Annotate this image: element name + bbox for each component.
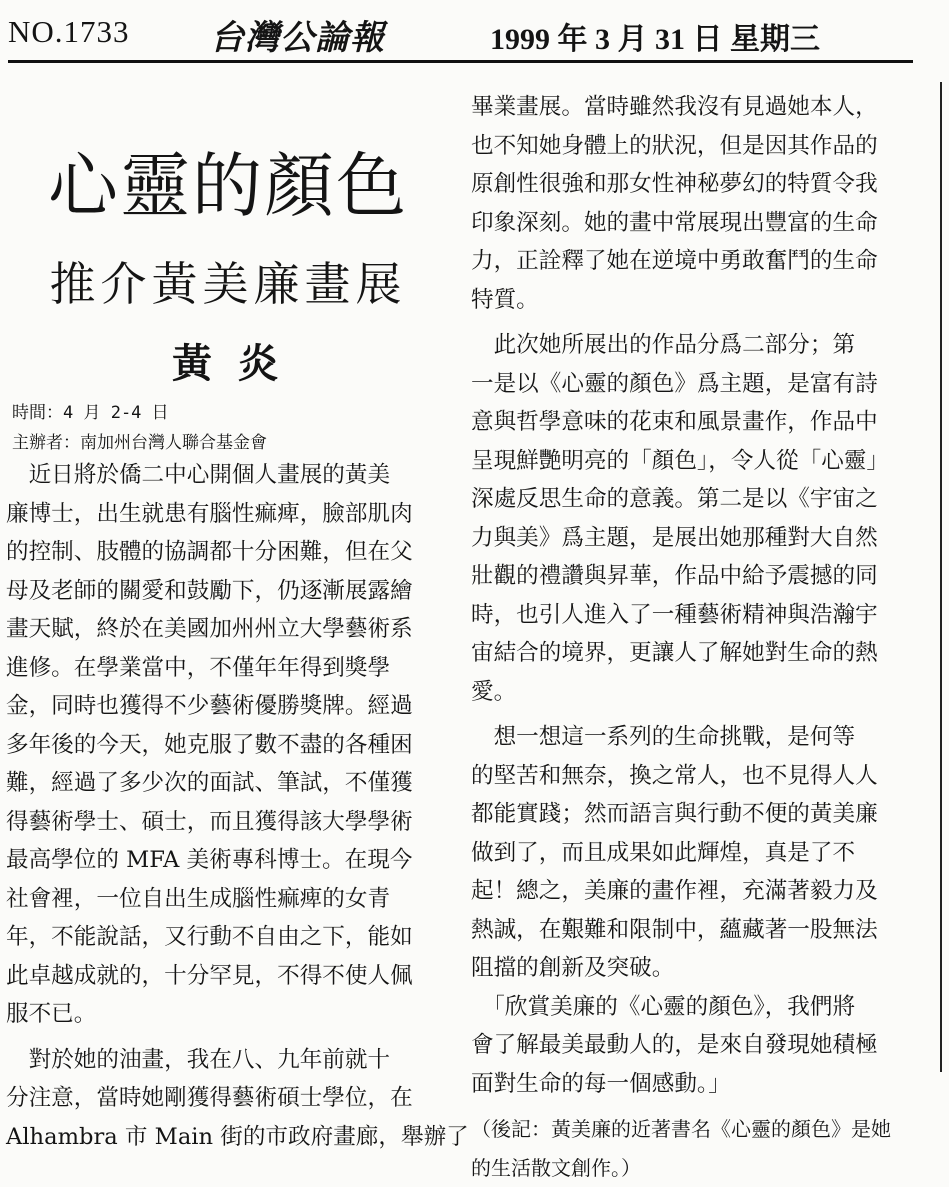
text-line: 的堅苦和無奈，換之常人，也不見得人人 [471,757,921,796]
text-line: 都能實踐；然而語言與行動不便的黃美廉 [471,795,921,834]
publication-date: 1999 年 3 月 31 日 星期三 [490,14,820,58]
text-line: Alhambra 市 Main 街的市政府畫廊，舉辦了 [6,1118,451,1157]
text-line: 母及老師的關愛和鼓勵下，仍逐漸展露繪 [6,572,451,611]
text-line: 「欣賞美廉的《心靈的顏色》，我們將 [471,988,921,1027]
text-line: 此卓越成就的，十分罕見，不得不使人佩 [6,957,451,996]
masthead [0,0,949,70]
text-line: 最高學位的 MFA 美術專科博士。在現今 [6,841,451,880]
left-column [6,456,451,1156]
text-line: 呈現鮮艷明亮的「顏色」，令人從「心靈」 [471,442,921,481]
text-line: 特質。 [471,281,921,320]
text-line: 力與美》爲主題，是展出她那種對大自然 [471,519,921,558]
article-title: 心靈的顏色 [18,130,438,231]
text-line: 服不已。 [6,995,451,1034]
text-line: 意與哲學意味的花束和風景畫作，作品中 [471,403,921,442]
article-subtitle: 推介黃美廉畫展 [18,248,438,314]
text-line: 壯觀的禮讚與昇華，作品中給予震撼的同 [471,557,921,596]
text-line: 畫天賦，終於在美國加州州立大學藝術系 [6,610,451,649]
text-line: 印象深刻。她的畫中常展現出豐富的生命 [471,204,921,243]
text-line: 得藝術學士、碩士，而且獲得該大學學術 [6,803,451,842]
text-line: 力，正詮釋了她在逆境中勇敢奮鬥的生命 [471,242,921,281]
masthead-rule [8,60,913,63]
text-line: 會了解最美最動人的，是來自發現她積極 [471,1026,921,1065]
text-line: 深處反思生命的意義。第二是以《宇宙之 [471,480,921,519]
event-organizer: 主辦者：南加州台灣人聯合基金會 [12,428,452,458]
text-line: 阻擋的創新及突破。 [471,949,921,988]
text-line: 宙結合的境界，更讓人了解她對生命的熱 [471,634,921,673]
event-time: 時間：4 月 2-4 日 [12,398,452,428]
text-line: 畢業畫展。當時雖然我沒有見過她本人， [471,88,921,127]
text-line: 的控制、肢體的協調都十分困難，但在父 [6,533,451,572]
text-line: 想一想這一系列的生命挑戰，是何等 [471,718,921,757]
text-line: 廉博士，出生就患有腦性痲痺，臉部肌肉 [6,495,451,534]
text-line: 年，不能說話，又行動不自由之下，能如 [6,918,451,957]
text-line: 進修。在學業當中，不僅年年得到獎學 [6,649,451,688]
event-info [12,398,452,458]
text-line: 分注意，當時她剛獲得藝術碩士學位，在 [6,1079,451,1118]
text-line: 金，同時也獲得不少藝術優勝獎牌。經過 [6,687,451,726]
newspaper-name: 台灣公論報 [210,10,385,59]
text-line: 熱誠，在艱難和限制中，蘊藏著一股無法 [471,911,921,950]
text-line: 原創性很強和那女性神秘夢幻的特質令我 [471,165,921,204]
postscript-line: （後記：黃美廉的近著書名《心靈的顏色》是她 [471,1110,921,1149]
text-line: 一是以《心靈的顏色》爲主題，是富有詩 [471,365,921,404]
issue-number: NO.1733 [8,14,130,50]
column-rule [940,82,942,1072]
text-line: 時，也引人進入了一種藝術精神與浩瀚宇 [471,596,921,635]
text-line: 社會裡，一位自出生成腦性痲痺的女青 [6,880,451,919]
text-line: 對於她的油畫，我在八、九年前就十 [6,1041,451,1080]
text-line: 起！總之，美廉的畫作裡，充滿著毅力及 [471,872,921,911]
text-line: 愛。 [471,673,921,712]
text-line: 做到了，而且成果如此輝煌，真是了不 [471,834,921,873]
text-line: 近日將於僑二中心開個人畫展的黃美 [6,456,451,495]
text-line: 多年後的今天，她克服了數不盡的各種困 [6,726,451,765]
text-line: 此次她所展出的作品分爲二部分；第 [471,326,921,365]
article-author: 黃 炎 [18,332,438,389]
text-line: 難，經過了多少次的面試、筆試，不僅獲 [6,764,451,803]
postscript-line: 的生活散文創作。） [471,1149,921,1187]
right-column [471,88,921,1187]
text-line: 面對生命的每一個感動。」 [471,1065,921,1104]
text-line: 也不知她身體上的狀況，但是因其作品的 [471,127,921,166]
